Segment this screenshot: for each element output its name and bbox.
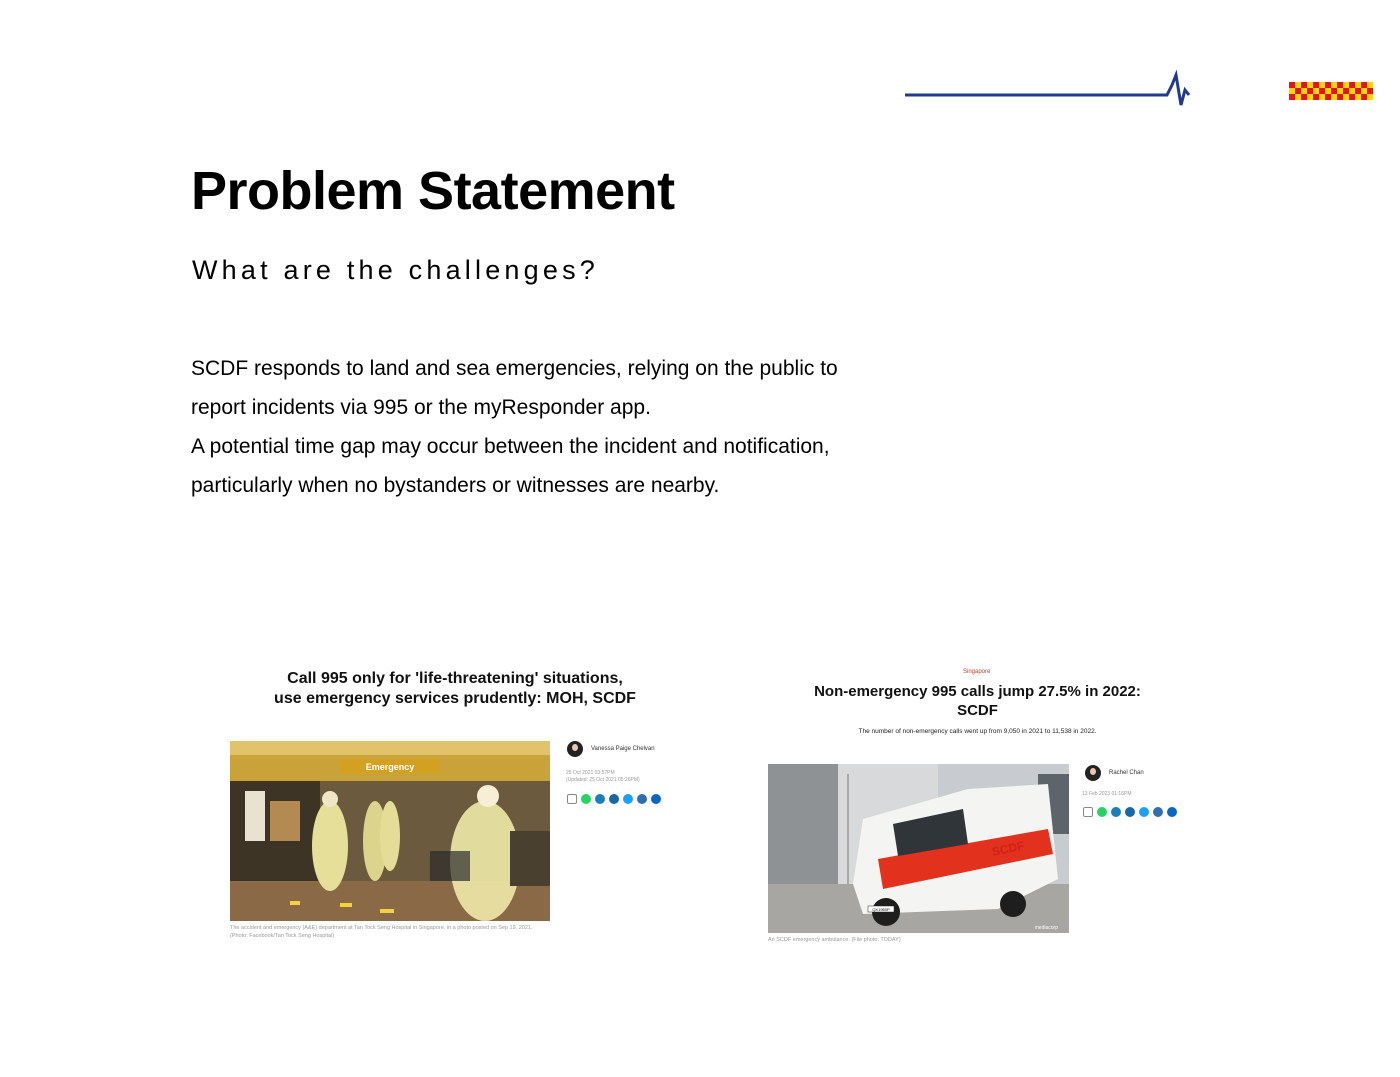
whatsapp-icon[interactable]	[581, 794, 591, 804]
section-tag[interactable]: Singapore	[963, 669, 991, 675]
email-icon[interactable]	[1153, 807, 1163, 817]
email-icon[interactable]	[637, 794, 647, 804]
avatar	[567, 741, 583, 757]
bookmark-icon[interactable]	[1083, 807, 1093, 817]
share-bar	[1083, 807, 1177, 817]
whatsapp-icon[interactable]	[1097, 807, 1107, 817]
author-row	[1085, 765, 1144, 781]
article-headline: Call 995 only for 'life-threatening' situations, use emergency services prudently: MOH, SCDF	[274, 670, 636, 707]
body-line: A potential time gap may occur between the incident and notification,	[191, 435, 830, 458]
page-subtitle: What are the challenges?	[192, 255, 599, 285]
article-screenshot-2	[765, 665, 1195, 955]
checker-strip-logo	[1289, 82, 1373, 100]
article-screenshot-1	[225, 665, 685, 955]
ambulance-photo	[768, 764, 1069, 933]
timestamp: 25 Oct 2021 03:57PM (Updated: 25 Oct 2021 05:26PM)	[566, 770, 640, 783]
bookmark-icon[interactable]	[567, 794, 577, 804]
body-line: particularly when no bystanders or witnesses are nearby.	[191, 474, 720, 497]
facebook-icon[interactable]	[1125, 807, 1135, 817]
timestamp: 13 Feb 2023 01:16PM	[1082, 791, 1132, 797]
body-line: SCDF responds to land and sea emergencies, relying on the public to	[191, 357, 838, 380]
avatar	[1085, 765, 1101, 781]
author-row	[567, 741, 655, 757]
author-name[interactable]: Vanessa Paige Chelvan	[591, 746, 655, 752]
photo-caption: The accident and emergency (A&E) department at Tan Tock Seng Hospital in Singapore, in a photo posted on Sep 19, 2021. (Photo: Facebook/Tan Tock Seng Hospital)	[230, 925, 533, 939]
emergency-sign-text: Emergency	[365, 762, 415, 772]
ambulance-label: SCDF	[990, 838, 1026, 859]
twitter-icon[interactable]	[623, 794, 633, 804]
twitter-icon[interactable]	[1139, 807, 1149, 817]
watermark-text: mediacorp	[1034, 925, 1058, 931]
facebook-icon[interactable]	[609, 794, 619, 804]
share-bar	[567, 794, 661, 804]
heartbeat-line-icon	[905, 70, 1275, 110]
author-name[interactable]: Rachel Chan	[1109, 770, 1144, 776]
telegram-icon[interactable]	[595, 794, 605, 804]
article-dek: The number of non-emergency calls went up from 9,050 in 2021 to 11,538 in 2022.	[858, 728, 1097, 735]
page-title: Problem Statement	[191, 161, 675, 221]
problem-description	[191, 349, 951, 505]
telegram-icon[interactable]	[1111, 807, 1121, 817]
article-headline: Non-emergency 995 calls jump 27.5% in 2022: SCDF	[814, 683, 1141, 719]
linkedin-icon[interactable]	[1167, 807, 1177, 817]
license-plate: QX1950P	[872, 907, 890, 912]
body-line: report incidents via 995 or the myResponder app.	[191, 396, 651, 419]
photo-caption: An SCDF emergency ambulance. (File photo: TODAY)	[768, 937, 901, 943]
hospital-emergency-photo	[230, 741, 550, 921]
linkedin-icon[interactable]	[651, 794, 661, 804]
